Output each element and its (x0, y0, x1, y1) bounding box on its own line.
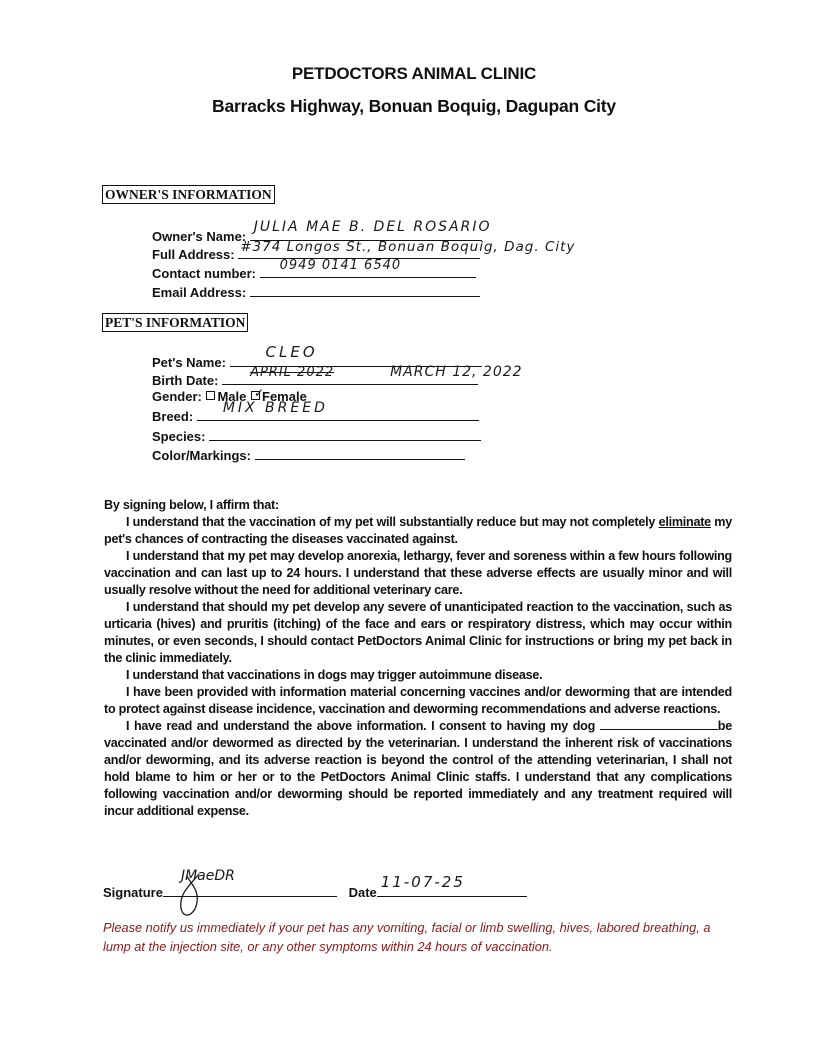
pet-name-label: Pet's Name: (152, 355, 226, 370)
consent-p6-text-b: be vaccinated and/or dewormed as directed by the veterinarian. I understand the inherent risk of vaccinations and/or deworming, and its adverse reaction is beyond the control of the attending veterinarian, I shall not hold blame to him or her or to the PetDoctors Animal Clinic staffs. I understand that any complications following vaccination and/or deworming should be reported immediately and any treatment required will incur additional expense. (104, 719, 732, 818)
dog-name-blank[interactable] (600, 719, 718, 730)
consent-paragraph-3: I understand that should my pet develop any severe of unanticipated reaction to the vaccination, such as urticaria (hives) and pruritis (itching) of the face and ears or respiratory distress, which may occur within minutes, or even seconds, I should contact PetDoctors Animal Clinic for instructions or bring my pet back in the clinic immediately. (104, 600, 732, 665)
check-icon: ✓ (254, 386, 265, 400)
birth-date-line (222, 364, 523, 385)
date-value: 11-07-25 (380, 873, 465, 891)
email-address-label: Email Address: (152, 285, 247, 300)
post-vaccination-notice: Please notify us immediately if your pet has any vomiting, facial or limb swelling, hives, labored breathing, a lump at the injection site, or any other symptoms within 24 hours of vaccination. (103, 920, 711, 954)
breed-value: MIX BREED (222, 400, 328, 416)
clinic-address: Barracks Highway, Bonuan Boquig, Dagupan City (212, 96, 616, 116)
owner-name-label: Owner's Name: (152, 229, 247, 244)
consent-p1-underlined: eliminate (658, 515, 711, 529)
breed-field[interactable] (152, 400, 479, 426)
contact-number-label: Contact number: (152, 266, 256, 281)
consent-statement (104, 497, 732, 820)
female-option-label: Female (262, 389, 307, 404)
signature-line[interactable] (163, 868, 337, 897)
consent-paragraph-2: I understand that my pet may develop anorexia, lethargy, fever and soreness within a few hours following vaccination and can last up to 24 hours. I understand that these adverse effects are usually minor and will usually resolve without the need for additional veterinary care. (104, 549, 732, 597)
contact-number-field[interactable] (152, 258, 476, 283)
signature-loop-icon (169, 872, 209, 922)
breed-line (197, 400, 479, 421)
birth-date-value: MARCH 12, 2022 (390, 364, 523, 380)
consent-p1-text-a: I understand that the vaccination of my pet will substantially reduce but may not completely (126, 515, 659, 529)
species-line (209, 426, 481, 441)
consent-p6-text-a: I have read and understand the above information. I consent to having my dog (126, 719, 600, 733)
date-label: Date (348, 885, 377, 900)
male-option-label: Male (217, 389, 247, 404)
gender-label: Gender: (152, 389, 202, 404)
signature-label: Signature (103, 885, 163, 900)
signature-row (103, 868, 527, 900)
contact-number-line (260, 258, 476, 278)
email-address-field[interactable] (152, 282, 480, 302)
birth-date-struck-value: APRIL 2022 (250, 365, 335, 380)
birth-date-label: Birth Date: (152, 373, 219, 388)
species-field[interactable] (152, 426, 481, 446)
consent-p1-text-b: my pet's chances of contracting the diseases vaccinated against. (104, 515, 733, 546)
breed-label: Breed: (152, 409, 194, 424)
owner-section-heading: OWNER'S INFORMATION (102, 185, 275, 204)
color-markings-label: Color/Markings: (152, 448, 251, 463)
pet-section-heading: PET'S INFORMATION (102, 313, 248, 332)
full-address-label: Full Address: (152, 247, 235, 262)
clinic-name: PETDOCTORS ANIMAL CLINIC (291, 64, 537, 83)
species-label: Species: (152, 429, 206, 444)
color-markings-line (255, 445, 465, 460)
consent-intro: By signing below, I affirm that: (104, 498, 279, 512)
male-checkbox[interactable] (206, 391, 215, 400)
full-address-value: #374 Longos St., Bonuan Boquig, Dag. City (240, 239, 576, 255)
color-markings-field[interactable] (152, 445, 465, 465)
birth-date-field[interactable] (152, 364, 523, 390)
consent-paragraph-6 (104, 718, 732, 820)
email-address-line (250, 282, 480, 297)
date-line[interactable] (377, 873, 527, 897)
consent-paragraph-5: I have been provided with information material concerning vaccines and/or deworming that are intended to protect against disease incidence, vaccination and deworming recommendations and adverse reactions. (104, 685, 732, 716)
contact-number-value: 0949 0141 6540 (279, 258, 402, 273)
signature-value: JMaeDR (180, 868, 235, 884)
consent-paragraph-4: I understand that vaccinations in dogs may trigger autoimmune disease. (126, 668, 543, 682)
consent-paragraph-1 (104, 514, 732, 548)
pet-name-value: CLEO (265, 343, 318, 361)
owner-name-value: JULIA MAE B. DEL ROSARIO (253, 219, 492, 235)
